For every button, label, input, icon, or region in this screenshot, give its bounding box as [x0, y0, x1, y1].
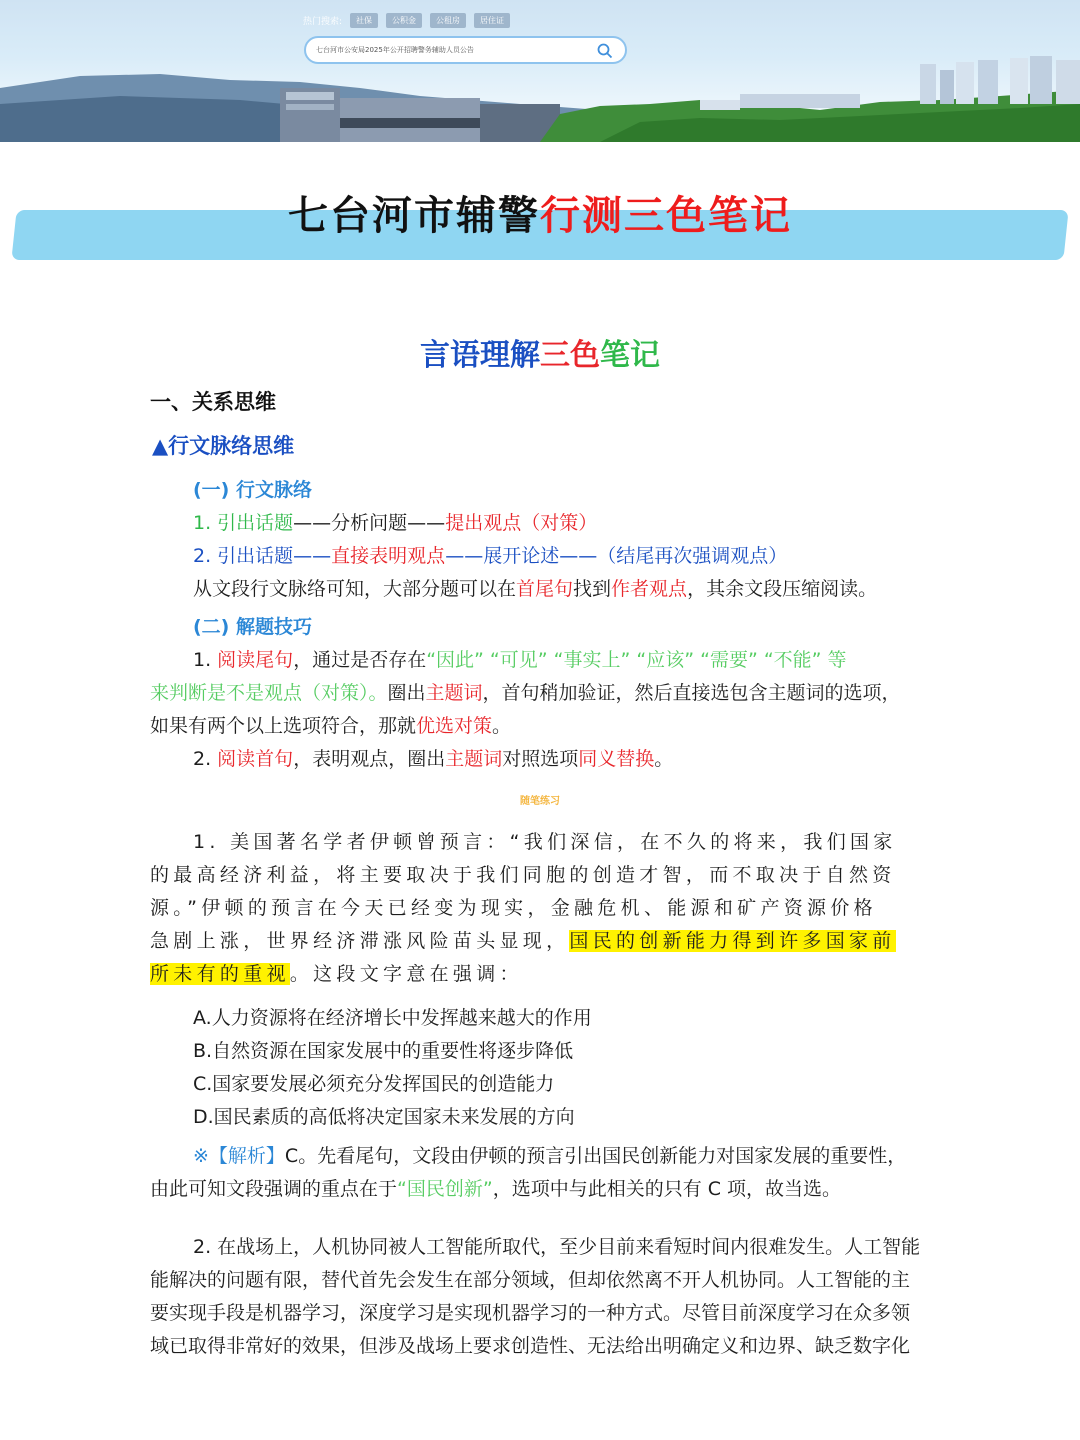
main-title-part1: 七台河市辅警	[288, 193, 540, 239]
main-title-area	[0, 162, 1080, 272]
search-input[interactable]	[304, 36, 627, 64]
hot-tag-housing-fund[interactable]: 公积金	[386, 13, 422, 28]
point-heading-skills: (二) 解题技巧	[193, 616, 312, 638]
doc-title	[0, 330, 1080, 374]
skill-line-2: 来判断是不是观点（对策）。圈出主题词，首句稍加验证，然后直接选包含主题词的选项，	[150, 682, 901, 704]
skill-line-1: 1. 阅读尾句，通过是否存在“因此” “可见” “事实上” “应该” “需要” “不能” 等	[193, 649, 847, 671]
q1-highlight-2: 所未有的重视	[150, 963, 290, 985]
q1-line-1: 1. 美国著名学者伊顿曾预言：“我们深信，在不久的将来，我们国家	[193, 831, 897, 853]
search-icon[interactable]	[597, 43, 613, 63]
hot-tag-social-security[interactable]: 社保	[350, 13, 378, 28]
skill-line-3: 如果有两个以上选项符合，那就优选对策。	[150, 715, 512, 737]
main-title-part2: 行测三色笔记	[540, 193, 792, 239]
context-line-1: 1. 引出话题——分析问题——提出观点（对策）	[193, 512, 598, 534]
context-line-2: 2. 引出话题——直接表明观点——展开论述——（结尾再次强调观点）	[193, 545, 788, 567]
q1-line-3: 源。”伊顿的预言在今天已经变为现实，金融危机、能源和矿产资源价格	[150, 897, 877, 919]
q2-line-2: 能解决的问题有限，替代首先会发生在部分领域，但却依然离不开人机协同。人工智能的主	[150, 1269, 911, 1291]
q2-line-4: 域已取得非常好的效果，但涉及战场上要求创造性、无法给出明确定义和边界、缺乏数字化	[150, 1335, 911, 1357]
doc-title-part3: 笔记	[600, 338, 660, 373]
section-heading-relation: 一、关系思维	[150, 390, 276, 414]
point-heading-context: (一) 行文脉络	[193, 479, 312, 501]
q1-option-a: A.人力资源将在经济增长中发挥越来越大的作用	[193, 1007, 592, 1029]
q1-option-b: B.自然资源在国家发展中的重要性将逐步降低	[193, 1040, 574, 1062]
q1-analysis-line-2: 由此可知文段强调的重点在于“国民创新”，选项中与此相关的只有 C 项，故当选。	[150, 1178, 842, 1200]
skill-line-4: 2. 阅读首句，表明观点，圈出主题词对照选项同义替换。	[193, 748, 674, 770]
q1-line-5: 所未有的重视。这段文字意在强调：	[150, 963, 523, 985]
q1-highlight-1: 国民的创新能力得到许多国家前	[569, 930, 896, 952]
q1-option-d: D.国民素质的高低将决定国家未来发展的方向	[193, 1106, 575, 1128]
q2-line-1: 2. 在战场上，人机协同被人工智能所取代，至少目前来看短时间内很难发生。人工智能	[193, 1236, 921, 1258]
q2-line-3: 要实现手段是机器学习，深度学习是实现机器学习的一种方式。尽管目前深度学习在众多领	[150, 1302, 911, 1324]
hot-search-row	[303, 13, 510, 28]
q1-option-c: C.国家要发展必须充分发挥国民的创造能力	[193, 1073, 555, 1095]
practice-heading: 随笔练习	[520, 796, 560, 807]
doc-title-part2: 三色	[540, 338, 600, 373]
search-input-value: 七台河市公安局2025年公开招聘警务辅助人员公告	[316, 46, 474, 54]
doc-title-part1: 言语理解	[420, 338, 540, 373]
q1-analysis-line-1: ※【解析】C。先看尾句，文段由伊顿的预言引出国民创新能力对国家发展的重要性，	[193, 1145, 907, 1167]
context-summary: 从文段行文脉络可知，大部分题可以在首尾句找到作者观点，其余文段压缩阅读。	[193, 578, 878, 600]
hot-tag-residence-permit[interactable]: 居住证	[474, 13, 510, 28]
hot-search-label: 热门搜索:	[303, 17, 343, 27]
subsection-heading-context: ▲行文脉络思维	[152, 434, 295, 458]
q1-line-2: 的最高经济利益，将主要取决于我们同胞的创造才智，而不取决于自然资	[150, 864, 896, 886]
header-banner	[0, 0, 1080, 142]
main-title	[0, 166, 1080, 266]
hot-tag-public-housing[interactable]: 公租房	[430, 13, 466, 28]
city-skyline-illustration	[0, 0, 1080, 142]
q1-line-4: 急剧上涨，世界经济滞涨风险苗头显现，国民的创新能力得到许多国家前	[150, 930, 896, 952]
